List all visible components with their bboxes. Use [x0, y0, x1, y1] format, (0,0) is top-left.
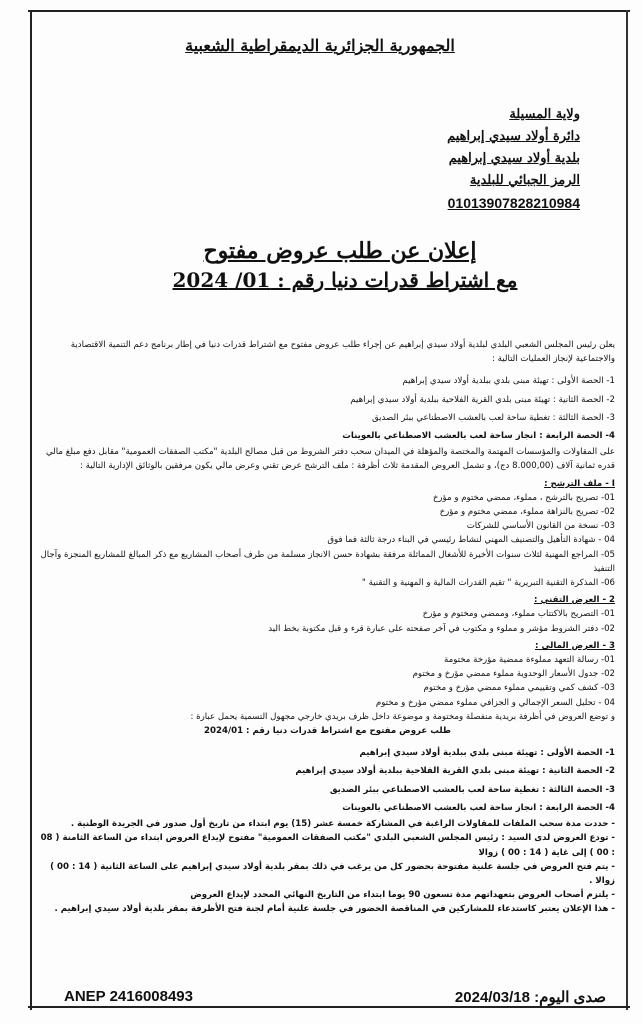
intro-paragraph: يعلن رئيس المجلس الشعبي البلدي لبلدية أولاد سيدي إبراهيم عن إجراء طلب عروض مفتوح مع اشتراط قدرات دنيا في إطار برنامج دعم التنمية الاقتصادية والاجتماعية لإنجاز العمليات التالية :	[70, 340, 615, 365]
closing-item: - يلتزم أصحاب العروض بتعهداتهم مدة تسعون 90 يوما ابتداء من التاريخ النهائي المحدد لإيداع العروض	[190, 890, 615, 901]
section-1-item: 03- نسخة من القانون الأساسي للشركات	[466, 521, 615, 532]
section-3-title: 3 - العرض المالي :	[535, 640, 615, 651]
lots-list	[40, 372, 615, 445]
tax-label-line: الرمز الجبائي للبلدية	[469, 173, 580, 188]
closing-item: - هذا الإعلان يعتبر كاستدعاء للمشاركين في المناقصة الحضور في جلسة علنية أمام لجنة فتح الأظرفة بمقر بلدية أولاد سيدي إبراهيم .	[54, 904, 615, 915]
section-3-item: 03- كشف كمي وتقييمي مملوء ممضي مؤرخ و مختوم	[423, 683, 615, 694]
notice-title: إعلان عن طلب عروض مفتوح	[203, 238, 477, 264]
lot-item: 2- الحصة الثانية : تهيئة مبنى بلدي القرية الفلاحية ببلدية أولاد سيدي إبراهيم	[350, 394, 615, 405]
border-top	[28, 10, 630, 12]
section-2-item: 01- التصريح بالاكتتاب مملوء، وممضي ومختوم و مؤرخ	[422, 609, 615, 620]
notice-body	[40, 338, 615, 917]
section-2-title: 2 - العرض التقني :	[534, 595, 615, 606]
border-left	[30, 10, 32, 1010]
baladia-line: بلدية أولاد سيدي إبراهيم	[448, 151, 580, 166]
notice-subtitle: مع اشتراط قدرات دنيا رقم : 01/ 2024	[172, 268, 518, 292]
tax-code: 01013907828210984	[447, 195, 580, 211]
section-1-item: 06- المذكرة التقنية التبريرية " تقيم القدرات المالية و المهنية و التقنية "	[361, 578, 615, 589]
newspaper-name: صدى اليوم:	[534, 989, 606, 1006]
border-right	[626, 10, 628, 1010]
lot-repeat-item: 3- الحصة الثالثة : تغطية ساحة لعب بالعشب الاصطناعي ببئر الصديق	[329, 784, 615, 795]
administration-block	[340, 104, 580, 214]
lot-repeat-item: 4- الحصة الرابعة : انجاز ساحة لعب بالعشب الاصطناعي بالعوينات	[342, 802, 615, 813]
republic-heading: الجمهورية الجزائرية الديمقراطية الشعبية	[185, 36, 455, 55]
section-3-item: 01- رسالة التعهد مملوءة ممضية مؤرخة مختومة	[444, 655, 615, 666]
section-1-title: I - ملف الترشح :	[544, 478, 615, 489]
section-3-item: 02- جدول الأسعار الوحدوية مملوء ممضي مؤرخ و مختوم	[412, 669, 615, 680]
publication-date: 2024/03/18	[454, 989, 530, 1006]
section-3-item: 04 - تحليل السعر الإجمالي و الجزافي مملوء ممضي مؤرخ و مختوم	[375, 697, 615, 708]
section-1-item: 04 - شهادة التأهيل والتصنيف المهني لنشاط رئيسي في البناء درجة ثالثة فما فوق	[327, 535, 615, 546]
anep-reference: ANEP 2416008493	[64, 988, 193, 1005]
lot-item: 3- الحصة الثالثة : تغطية ساحة لعب بالعشب الاصطناعي ببئر الصديق	[371, 412, 615, 423]
eligibility-paragraph: على المقاولات والمؤسسات المهتمة والمختصة والمؤهلة في الميدان سحب دفتر الشروط من قبل مصالح البلدية "مكتب الصفقات العمومية" مقابل دفع مبلغ مالي قدره ثمانية آلاف (8.000,00 دج)، و تشمل العروض المقدمة ثلاث أظرفة : ملف الترشح عرض تقني وعرض مالي يكون مرفقين بالوثائق الإدارية التالية :	[46, 447, 615, 472]
closing-item: - تودع العروض لدى السيد : رئيس المجلس الشعبي البلدي "مكتب الصفقات العمومية" مفتوح لإيداع العروض ابتداء من الساعة الثامنة ( 08 : 00 ) إلى غاية ( 14 : 00 ) زوالا	[40, 833, 615, 858]
lot-item: 1- الحصة الأولى : تهيئة مبنى بلدي ببلدية أولاد سيدي إبراهيم	[402, 376, 615, 387]
closing-item: - حددت مدة سحب الملفات للمقاولات الراغبة في المشاركة خمسة عشر (15) يوم ابتداء من تاريخ أول صدور في الجريدة الوطنية .	[70, 819, 615, 830]
section-1-item: 05- المراجع المهنية لثلاث سنوات الأخيرة للأشغال المماثلة مرفقة بشهادة حسن الانجاز مسلمة من طرف أصحاب المشاريع مع ذكر المبالغ للمشاريع المنجزة وآجال التنفيذ	[40, 549, 615, 574]
closing-item: - يتم فتح العروض في جلسة علنية مفتوحة بحضور كل من يرغب في ذلك بمقر بلدية أولاد سيدي إبراهيم على الساعة الثانية ( 14 : 00 ) زوالا .	[50, 861, 615, 886]
lots-repeat-list	[40, 744, 615, 817]
border-bottom	[28, 1006, 630, 1008]
lot-item: 4- الحصة الرابعة : انجاز ساحة لعب بالعشب الاصطناعي بالعوينات	[342, 431, 615, 442]
section-1-item: 02- تصريح بالنزاهة مملوء، ممضي مختوم و مؤرخ	[439, 507, 615, 518]
daira-line: دائرة أولاد سيدي إبراهيم	[447, 129, 580, 144]
lot-repeat-item: 1- الحصة الأولى : تهيئة مبنى بلدي ببلدية أولاد سيدي إبراهيم	[359, 748, 615, 759]
section-1-item: 01- تصريح بالترشح ، مملوء، ممضي مختوم و مؤرخ	[432, 492, 615, 503]
lot-repeat-item: 2- الحصة الثانية : تهيئة مبنى بلدي القرية الفلاحية ببلدية أولاد سيدي إبراهيم	[295, 766, 615, 777]
envelope-label: طلب عروض مفتوح مع اشتراط قدرات دنيا رقم : 2024/01	[204, 726, 451, 737]
wilaya-line: ولاية المسيلة	[509, 107, 580, 122]
envelope-paragraph: و توضع العروض في أظرفة بريدية منفصلة ومختومة و موضوعة داخل ظرف بريدي خارجي مجهول التسمية يحمل عبارة :	[190, 711, 615, 722]
publication-footer	[455, 988, 606, 1006]
section-2-item: 02- دفتر الشروط مؤشر و مملوء و مكتوب في آخر صفحته على عبارة قرء و قبل مكتوبة بخط اليد	[268, 623, 615, 634]
